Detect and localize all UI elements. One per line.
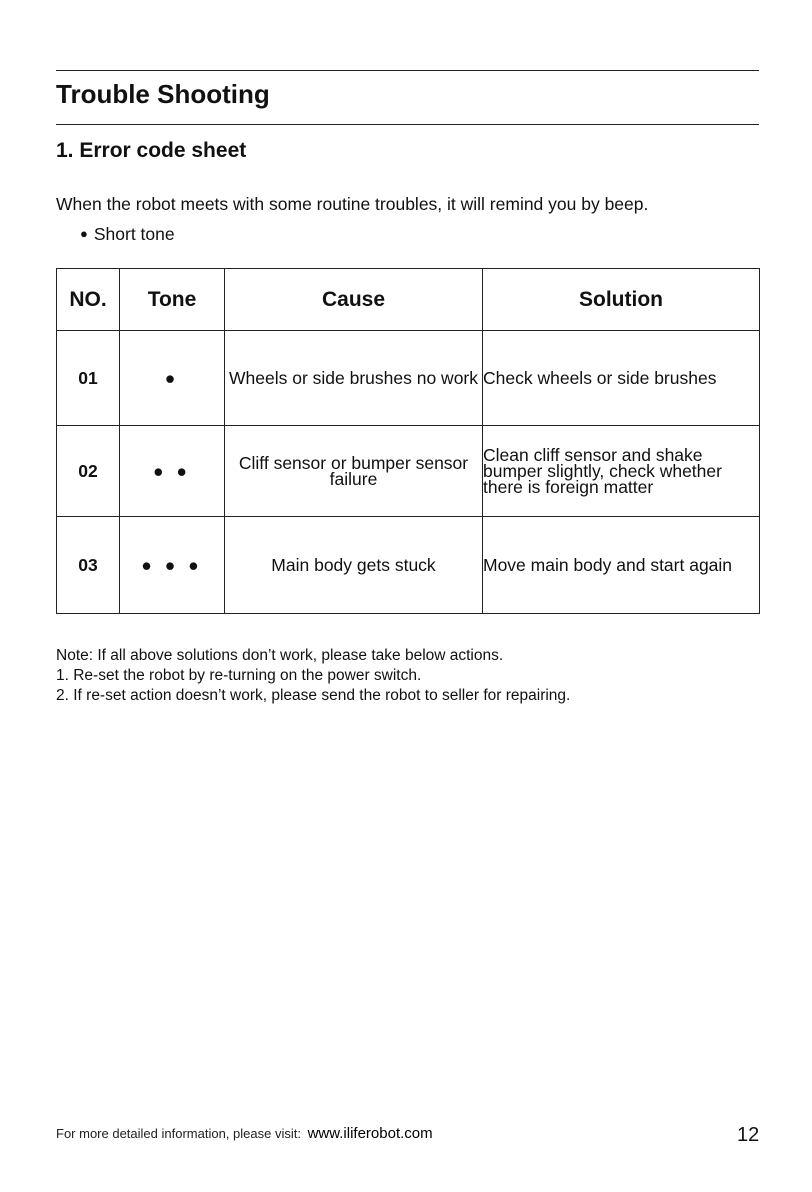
bullet-label: Short tone	[93, 224, 175, 244]
cell-no: 02	[57, 426, 120, 517]
table-row	[57, 426, 760, 517]
note-step-2: 2. If re-set action doesn’t work, please send the robot to seller for repairing.	[56, 687, 571, 704]
header-solution: Solution	[483, 269, 760, 331]
cell-solution: Check wheels or side brushes	[483, 331, 760, 426]
page-number: 12	[737, 1124, 760, 1146]
header-no: NO.	[57, 269, 120, 331]
footer-text: For more detailed information, please visit:	[56, 1126, 301, 1141]
notes-block	[56, 646, 570, 706]
cell-cause: Wheels or side brushes no work	[225, 331, 483, 426]
cell-solution: Clean cliff sensor and shake bumper slightly, check whether there is foreign matter	[483, 426, 760, 517]
title-rule	[56, 124, 759, 125]
bullet-item	[80, 224, 175, 245]
cell-tone: ●	[120, 331, 225, 426]
table-row	[57, 517, 760, 614]
cell-no: 03	[57, 517, 120, 614]
table-header-row	[57, 269, 760, 331]
error-code-table	[56, 268, 760, 614]
header-cause: Cause	[225, 269, 483, 331]
cell-tone: ● ● ●	[120, 517, 225, 614]
footer	[56, 1125, 433, 1142]
header-tone: Tone	[120, 269, 225, 331]
cell-cause: Main body gets stuck	[225, 517, 483, 614]
bullet-dot-icon: ●	[80, 226, 88, 241]
footer-url: www.iliferobot.com	[307, 1125, 433, 1142]
cell-solution: Move main body and start again	[483, 517, 760, 614]
table-row	[57, 331, 760, 426]
note-step-1: 1. Re-set the robot by re-turning on the power switch.	[56, 667, 422, 684]
cell-no: 01	[57, 331, 120, 426]
page-title: Trouble Shooting	[56, 79, 270, 109]
note-text: Note: If all above solutions don’t work, please take below actions.	[56, 647, 504, 664]
section-title: 1. Error code sheet	[56, 139, 247, 162]
top-rule	[56, 70, 759, 71]
cell-tone: ● ●	[120, 426, 225, 517]
cell-cause: Cliff sensor or bumper sensor failure	[225, 426, 483, 517]
intro-text: When the robot meets with some routine troubles, it will remind you by beep.	[56, 194, 649, 214]
